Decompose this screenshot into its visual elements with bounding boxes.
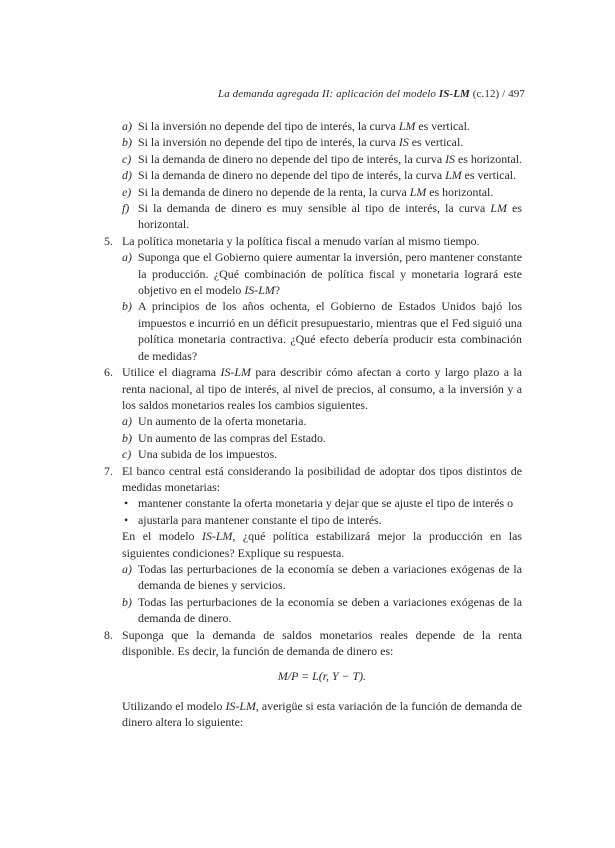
question-5 <box>104 233 522 364</box>
q7-item-b: b) Todas las perturbaciones de la economía se deben a variaciones exógenas de la demanda de dinero. <box>122 594 522 626</box>
page-body <box>104 118 522 731</box>
q7-bullet-2: • ajustarla para mantener constante el tipo de interés. <box>124 512 382 527</box>
header-title: La demanda agregada II: aplicación del modelo <box>218 88 436 100</box>
header-model: IS-LM <box>438 88 470 100</box>
q4-items <box>122 118 522 233</box>
question-6: 6. Utilice el diagrama IS-LM para describir cómo afectan a corto y largo plazo a la renta nacional, al tipo de interés, al nivel de precios, al consumo, a la inversión y a los saldos monetarios reales los cambios siguientes. a) Un aumento de la oferta monetaria. b) Un aumento de las compras del Estado. c) Una subida de los impuestos. <box>104 365 522 462</box>
q6-item-a: a) Un aumento de la oferta monetaria. <box>122 414 307 429</box>
q6-item-c: c) Una subida de los impuestos. <box>122 447 278 462</box>
q8-followup: Utilizando el modelo IS-LM, averigüe si esta variación de la función de demanda de dinero altera lo siguiente: <box>122 698 522 730</box>
q7-item-a: a) Todas las perturbaciones de la economía se deben a variaciones exógenas de la demanda de bienes y servicios. <box>122 561 522 593</box>
header-chapter: (c.12) <box>472 88 500 100</box>
page-number: 497 <box>508 88 525 100</box>
question-number: 8. <box>104 627 113 642</box>
q7-question: En el modelo IS-LM, ¿qué política estabilizará mejor la producción en las siguientes condiciones? Explique su respuesta. <box>122 529 523 560</box>
q4-item-a: a) Si la inversión no depende del tipo de interés, la curva LM es vertical. <box>122 119 470 133</box>
running-header <box>218 88 525 100</box>
q5-item-b: b) A principios de los años ochenta, el Gobierno de Estados Unidos bajó los impuestos e incurrió en un déficit presupuestario, mientras que el Fed siguió una política monetaria contractiva. ¿Qué efecto debería producir esta combinación de medidas? <box>122 299 522 363</box>
header-separator: / <box>502 88 506 100</box>
q4-item-d: d) Si la demanda de dinero no depende del tipo de interés, la curva LM es vertical. <box>122 168 517 183</box>
question-number: 6. <box>104 365 113 380</box>
q5-item-a: a) Suponga que el Gobierno quiere aumentar la inversión, pero mantener constante la producción. ¿Qué combinación de política fiscal y monetaria logrará este objetivo en el modelo IS-LM? <box>122 250 522 298</box>
question-8: 8. Suponga que la demanda de saldos monetarios reales depende de la renta disponible. Es decir, la función de demanda de dinero es: M/P = L(r, Y − T). Utilizando el modelo IS-LM, averigüe si esta variación de la función de demanda de dinero altera lo siguiente: <box>104 627 522 730</box>
q7-bullet-1: • mantener constante la oferta monetaria y dejar que se ajuste el tipo de interés o <box>124 496 514 511</box>
question-text: La política monetaria y la política fiscal a menudo varían al mismo tiempo. <box>122 233 480 248</box>
q4-item-e: e) Si la demanda de dinero no depende de la renta, la curva LM es horizontal. <box>122 184 494 199</box>
money-demand-formula: M/P = L(r, Y − T). <box>277 669 367 684</box>
question-7: 7. El banco central está considerando la posibilidad de adoptar dos tipos distintos de medidas monetarias: • mantener constante la oferta monetaria y dejar que se ajuste el tipo de interés o • ajustarla para mantener constante el tipo de interés. En el modelo IS-LM, ¿qué política estabilizará mejor la producción en las siguientes condiciones? Explique su respuesta. a) Todas las perturbaciones de la economía se deben a variaciones exógenas de la demanda de bienes y servicios. b) Todas las perturbaciones de la economía se deben a variaciones exógenas de la demanda de dinero. <box>104 463 523 626</box>
question-number: 7. <box>104 463 113 478</box>
q6-item-b: b) Un aumento de las compras del Estado. <box>122 430 326 445</box>
q4-item-f: f) Si la demanda de dinero es muy sensible al tipo de interés, la curva LM es horizontal. <box>122 201 522 232</box>
q4-item-b: b) Si la inversión no depende del tipo de interés, la curva IS es vertical. <box>122 135 464 150</box>
question-number: 5. <box>104 233 113 248</box>
q4-item-c: c) Si la demanda de dinero no depende del tipo de interés, la curva IS es horizontal. <box>122 151 523 166</box>
